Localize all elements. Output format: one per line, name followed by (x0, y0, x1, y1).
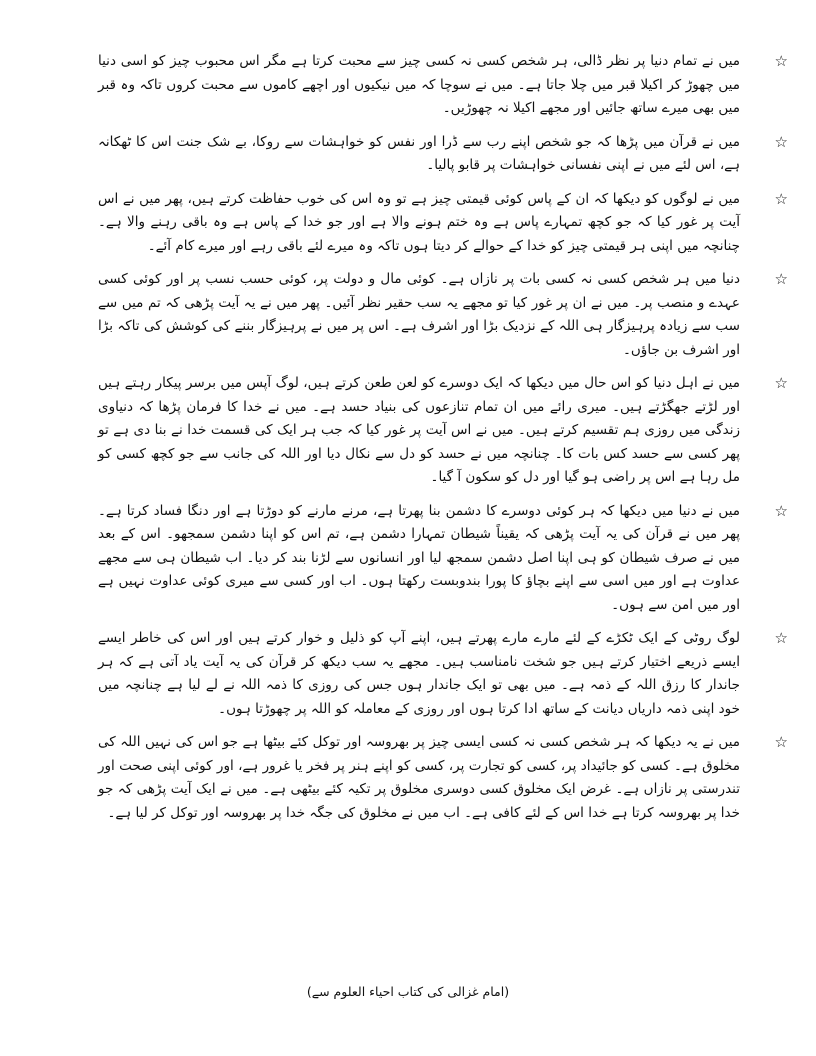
paragraph-text: لوگ روٹی کے ایک ٹکڑے کے لئے مارے مارے پھرتے ہیں، اپنے آپ کو ذلیل و خوار کرتے ہیں اور اس کی خاطر ایسے ایسے ذریعے اختیار کرتے ہیں جو شخت نامناسب ہیں۔ مجھے یہ سب دیکھ کر قرآن کی یہ آیت یاد آتی ہے کہ ہر جاندار کا رزق اللہ کے ذمہ ہے۔ میں بھی تو ایک جاندار ہوں جس کی روزی کا ذمہ اللہ نے لے لیا ہے چنانچہ میں خود اپنی ذمہ داریاں دیانت کے ساتھ ادا کرتا ہوں اور روزی کے معاملہ کو اللہ پر چھوڑتا ہوں۔ (98, 630, 740, 717)
paragraph-text: میں نے تمام دنیا پر نظر ڈالی، ہر شخص کسی نہ کسی چیز سے محبت کرتا ہے مگر اس محبوب چیز کو اسی دنیا میں چھوڑ کر اکیلا قبر میں چلا جاتا ہے۔ میں نے سوچا کہ میں نیکیوں اور اچھے کاموں سے محبت کروں تاکہ وہ قبر میں بھی میرے ساتھ جائیں اور مجھے اکیلا نہ چھوڑیں۔ (98, 53, 740, 116)
paragraph-2 (98, 131, 788, 178)
source-citation: (امام غزالی کی کتاب احیاء العلوم سے) (306, 984, 510, 999)
star-bullet-icon: ☆ (774, 270, 788, 288)
paragraph-1 (98, 50, 788, 121)
paragraph-4 (98, 268, 788, 362)
paragraph-text: میں نے اہل دنیا کو اس حال میں دیکھا کہ ایک دوسرے کو لعن طعن کرتے ہیں، لوگ آپس میں برسر پیکار رہتے ہیں اور لڑتے جھگڑتے ہیں۔ میری رائے میں ان تمام تنازعوں کی بنیاد حسد ہے۔ میں نے خدا کا فرمان پڑھا کہ دنیاوی زندگی میں روزی ہم تقسیم کرتے ہیں۔ میں نے اس آیت پر غور کیا کہ جب ہر ایک کی قسمت خدا نے بنا دی ہے تو پھر کسی سے حسد کس بات کا۔ چنانچہ میں نے حسد کو دل سے نکال دیا اور اللہ کی جانب سے جو کچھ کسی کو مل رہا ہے اس پر راضی ہو گیا اور دل کو سکون آ گیا۔ (98, 375, 740, 485)
paragraph-8 (98, 731, 788, 825)
paragraph-list (98, 50, 788, 825)
star-bullet-icon: ☆ (774, 501, 788, 520)
paragraph-text: دنیا میں ہر شخص کسی نہ کسی بات پر نازاں ہے۔ کوئی مال و دولت پر، کوئی حسب نسب پر اور کوئی کسی عہدے و منصب پر۔ میں نے ان پر غور کیا تو مجھے یہ سب حقیر نظر آئیں۔ پھر میں نے یہ آیت پڑھی کہ تم میں سے سب سے زیادہ پرہیزگار ہی اللہ کے نزدیک بڑا اور اشرف ہے۔ اس پر میں نے پرہیزگار بننے کی کوشش کی تاکہ بڑا اور اشرف بن جاؤں۔ (98, 271, 740, 358)
paragraph-3 (98, 188, 788, 259)
star-bullet-icon: ☆ (774, 189, 788, 208)
star-bullet-icon: ☆ (774, 132, 788, 151)
star-bullet-icon: ☆ (774, 733, 788, 751)
paragraph-text: میں نے یہ دیکھا کہ ہر شخص کسی نہ کسی ایسی چیز پر بھروسہ اور توکل کئے بیٹھا ہے جو اس کی نہیں اللہ کی مخلوق ہے۔ کسی کو جائیداد پر، کسی کو تجارت پر، کسی کو اپنے ہنر پر فخر یا غرور ہے، اور کوئی اپنی صحت اور تندرستی پر نازاں ہے۔ غرض ایک مخلوق کسی دوسری مخلوق پر تکیہ کئے بیٹھی ہے۔ میں نے ایک آیت پڑھی کہ جو خدا پر بھروسہ کرتا ہے خدا اس کے لئے کافی ہے۔ اب میں نے مخلوق کی جگہ خدا پر بھروسہ اور توکل کر لیا ہے۔ (98, 734, 740, 821)
paragraph-text: میں نے دنیا میں دیکھا کہ ہر کوئی دوسرے کا دشمن بنا پھرتا ہے، مرنے مارنے کو دوڑتا ہے اور دنگا فساد کرتا ہے۔ پھر میں نے قرآن کی یہ آیت پڑھی کہ یقیناً شیطان تمہارا دشمن ہے، تم اس کو اپنا دشمن سمجھو۔ اس کے بعد میں نے صرف شیطان کو ہی اپنا اصل دشمن سمجھ لیا اور انسانوں سے لڑنا بند کر دیا۔ اب شیطان ہی سے مجھے عداوت ہے اور میں اسی سے اپنے بچاؤ کا پورا بندوبست رکھتا ہوں۔ اب اور کسی سے میری کوئی عداوت نہیں ہے اور میں امن سے ہوں۔ (98, 502, 740, 613)
paragraph-6 (98, 500, 788, 618)
paragraph-7 (98, 627, 788, 721)
paragraph-text: میں نے قرآن میں پڑھا کہ جو شخص اپنے رب سے ڈرا اور نفس کو خواہشات سے روکا، بے شک جنت اس کا ٹھکانہ ہے، اس لئے میں نے اپنی نفسانی خواہشات پر قابو پالیا۔ (98, 133, 740, 173)
star-bullet-icon: ☆ (774, 52, 788, 70)
paragraph-5 (98, 372, 788, 490)
paragraph-text: میں نے لوگوں کو دیکھا کہ ان کے پاس کوئی قیمتی چیز ہے تو وہ اس کی خوب حفاظت کرتے ہیں، پھر میں نے اس آیت پر غور کیا کہ جو کچھ تمہارے پاس ہے وہ ختم ہونے والا ہے اور جو خدا کے پاس ہے وہ باقی رہنے والا ہے۔ چنانچہ میں اپنی ہر قیمتی چیز کو خدا کے حوالے کر دیتا ہوں تاکہ وہ میرے لئے باقی رہے اور میرے کام آئے۔ (98, 190, 740, 254)
star-bullet-icon: ☆ (774, 374, 788, 392)
star-bullet-icon: ☆ (774, 629, 788, 647)
